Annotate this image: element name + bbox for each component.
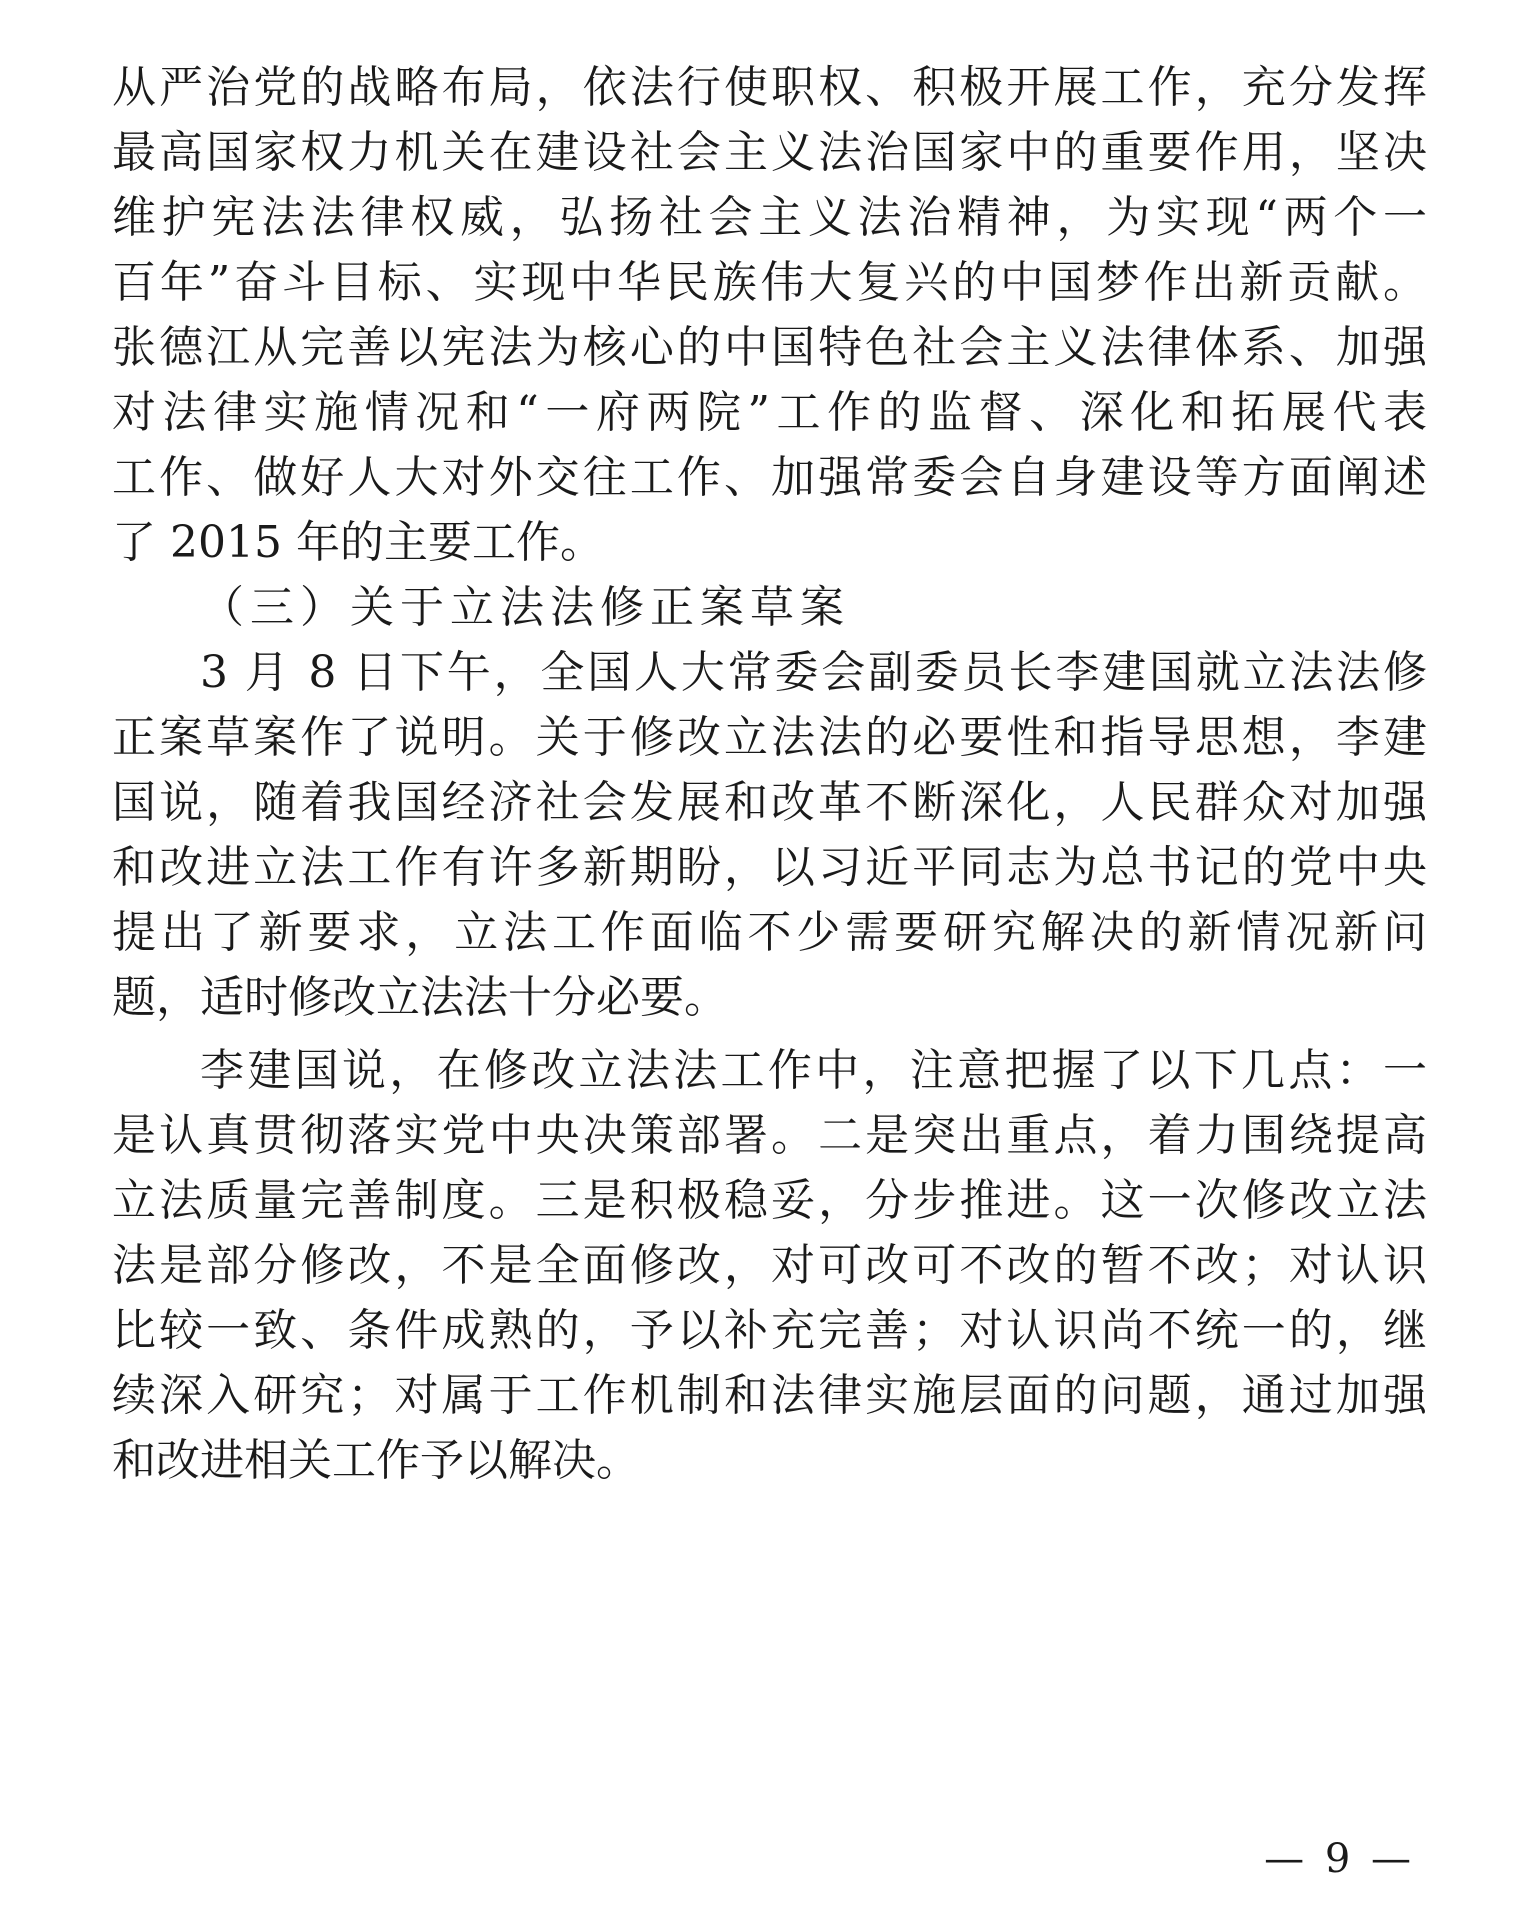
body-line-5: 张德江从完善以宪法为核心的中国特色社会主义法律体系、加强 [112,322,1427,373]
body-line-12: 国说，随着我国经济社会发展和改革不断深化，人民群众对加强 [112,777,1427,828]
body-line-7: 工作、做好人大对外交往工作、加强常委会自身建设等方面阐述 [112,452,1427,503]
body-line-1: 从严治党的战略布局，依法行使职权、积极开展工作，充分发挥 [112,62,1427,113]
body-line-14: 提出了新要求，立法工作面临不少需要研究解决的新情况新问 [112,907,1427,958]
body-line-13: 和改进立法工作有许多新期盼，以习近平同志为总书记的党中央 [112,842,1427,893]
body-line-22: 和改进相关工作予以解决。 [112,1435,640,1486]
body-line-11: 正案草案作了说明。关于修改立法法的必要性和指导思想，李建 [112,712,1427,763]
body-line-21: 续深入研究；对属于工作机制和法律实施层面的问题，通过加强 [112,1370,1427,1421]
body-line-20: 比较一致、条件成熟的，予以补充完善；对认识尚不统一的，继 [112,1305,1427,1356]
body-line-15: 题，适时修改立法法十分必要。 [112,972,728,1023]
body-line-8: 了 2015 年的主要工作。 [112,517,604,568]
body-line-16: 李建国说，在修改立法法工作中，注意把握了以下几点：一 [200,1045,1427,1096]
body-line-19: 法是部分修改，不是全面修改，对可改可不改的暂不改；对认识 [112,1240,1427,1291]
page-number: — 9 — [1264,1836,1415,1882]
body-line-10: 3 月 8 日下午，全国人大常委会副委员长李建国就立法法修 [200,647,1427,698]
body-line-4: 百年”奋斗目标、实现中华民族伟大复兴的中国梦作出新贡献。 [112,257,1427,308]
body-line-18: 立法质量完善制度。三是积极稳妥，分步推进。这一次修改立法 [112,1175,1427,1226]
body-line-2: 最高国家权力机关在建设社会主义法治国家中的重要作用，坚决 [112,127,1427,178]
section-heading: （三）关于立法法修正案草案 [200,582,850,633]
body-line-3: 维护宪法法律权威，弘扬社会主义法治精神，为实现“两个一 [112,192,1427,243]
body-line-17: 是认真贯彻落实党中央决策部署。二是突出重点，着力围绕提高 [112,1110,1427,1161]
body-line-6: 对法律实施情况和“一府两院”工作的监督、深化和拓展代表 [112,387,1427,438]
